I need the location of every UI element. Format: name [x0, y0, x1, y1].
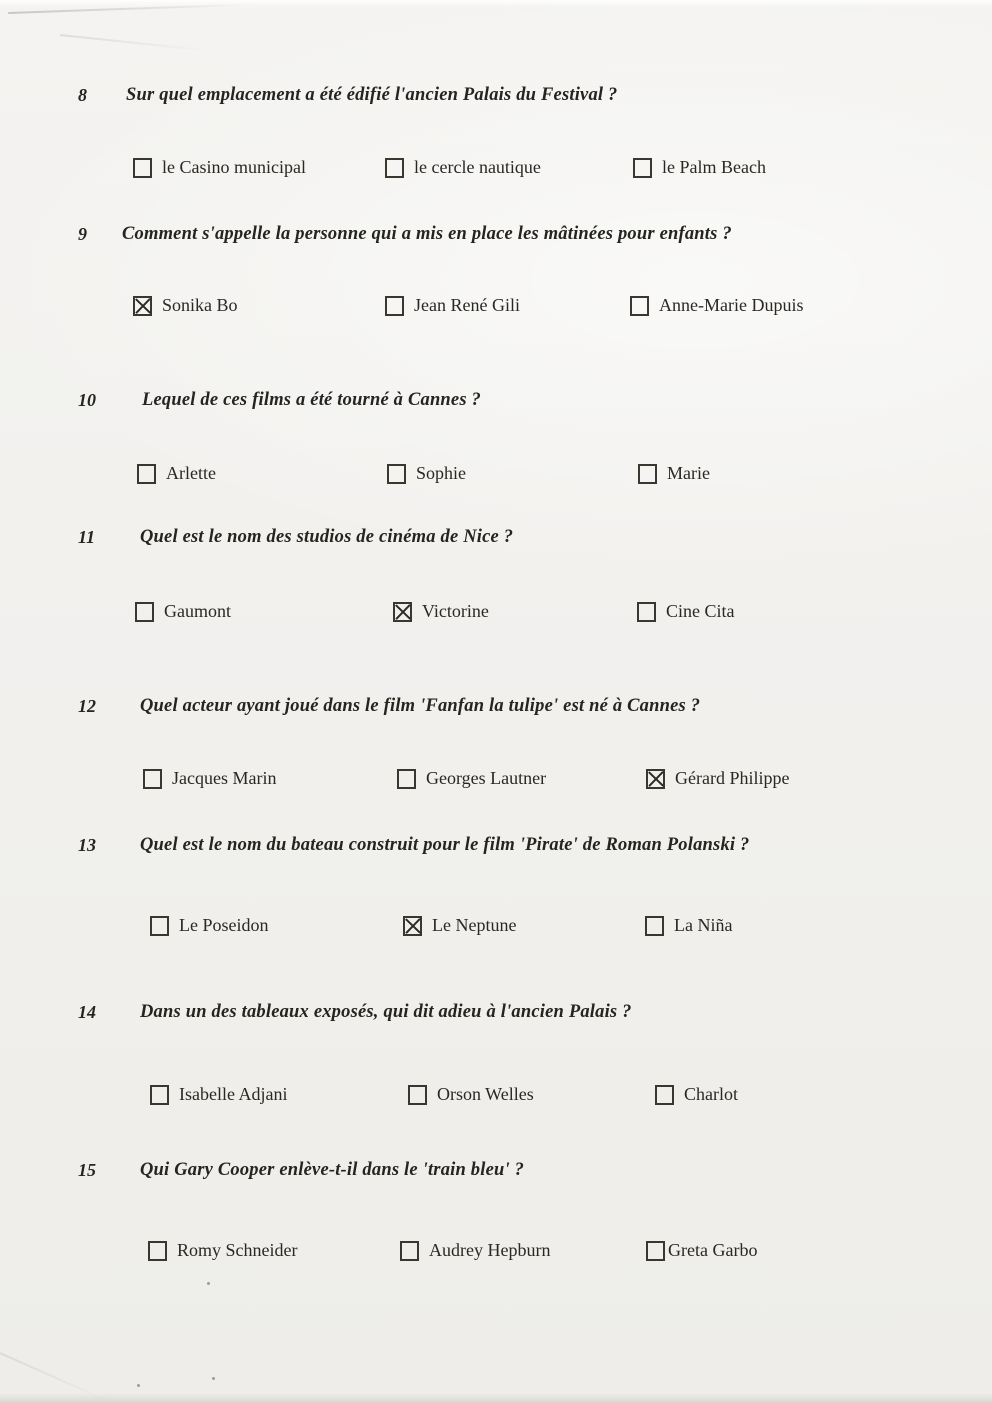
checkbox-icon[interactable] — [637, 602, 656, 622]
answer-option[interactable] — [403, 915, 516, 936]
answer-option[interactable] — [397, 768, 546, 789]
answer-option-label: Arlette — [166, 463, 216, 483]
checkbox-icon[interactable] — [400, 1241, 419, 1261]
answer-option[interactable] — [655, 1084, 738, 1105]
question-number: 12 — [78, 696, 96, 716]
answer-option-label: le cercle nautique — [414, 157, 541, 177]
checkbox-icon[interactable] — [630, 296, 649, 316]
answer-option-label: Jacques Marin — [172, 768, 277, 788]
answer-option[interactable] — [400, 1240, 550, 1261]
answer-option-label: Cine Cita — [666, 601, 735, 621]
checkbox-icon[interactable] — [150, 916, 169, 936]
paper-crease — [60, 34, 209, 52]
answer-option[interactable] — [630, 295, 803, 316]
answer-option[interactable] — [135, 601, 231, 622]
answer-option-label: Le Poseidon — [179, 915, 269, 935]
checkbox-icon[interactable] — [408, 1085, 427, 1105]
checkbox-icon[interactable] — [397, 769, 416, 789]
checkbox-icon[interactable] — [137, 464, 156, 484]
question-number: 9 — [78, 224, 87, 244]
checkbox-icon[interactable] — [143, 769, 162, 789]
question-text: Quel est le nom du bateau construit pour le film 'Pirate' de Roman Polanski ? — [140, 835, 750, 855]
answer-option-label: Georges Lautner — [426, 768, 547, 788]
question-text: Lequel de ces films a été tourné à Cannes ? — [142, 390, 482, 410]
answer-option[interactable] — [408, 1084, 534, 1105]
answer-option-label: Sophie — [416, 463, 467, 483]
question-text: Quel acteur ayant joué dans le film 'Fanfan la tulipe' est né à Cannes ? — [140, 696, 701, 716]
checkbox-icon[interactable] — [655, 1085, 674, 1105]
checkbox-checked-icon[interactable] — [133, 296, 152, 316]
checkbox-icon[interactable] — [387, 464, 406, 484]
paper-bottom-edge — [0, 1393, 992, 1403]
answer-option-label: La Niña — [674, 915, 733, 935]
answer-option[interactable] — [646, 1240, 757, 1261]
answer-option-label: Le Neptune — [432, 915, 517, 935]
checkbox-icon[interactable] — [638, 464, 657, 484]
question-text: Sur quel emplacement a été édifié l'ancien Palais du Festival ? — [126, 85, 618, 105]
answer-option-label: Charlot — [684, 1084, 738, 1104]
answer-option[interactable] — [637, 601, 735, 622]
answer-option-label: Isabelle Adjani — [179, 1084, 288, 1104]
answer-option-label: Marie — [667, 463, 710, 483]
answer-option[interactable] — [633, 157, 766, 178]
paper-speck — [212, 1377, 215, 1380]
paper-speck — [137, 1384, 140, 1387]
answer-option-label: Greta Garbo — [668, 1240, 758, 1260]
checkbox-icon[interactable] — [148, 1241, 167, 1261]
checkbox-icon[interactable] — [150, 1085, 169, 1105]
question-number: 15 — [78, 1160, 96, 1180]
answer-option-label: Anne-Marie Dupuis — [659, 295, 804, 315]
question-number: 11 — [78, 527, 96, 547]
answer-option[interactable] — [646, 768, 789, 789]
answer-option[interactable] — [393, 601, 489, 622]
question-number: 8 — [78, 85, 87, 105]
answer-option[interactable] — [385, 157, 541, 178]
answer-option-label: Romy Schneider — [177, 1240, 298, 1260]
answer-option[interactable] — [645, 915, 732, 936]
checkbox-icon[interactable] — [385, 158, 404, 178]
answer-option[interactable] — [148, 1240, 297, 1261]
answer-option[interactable] — [133, 157, 306, 178]
answer-option-label: Jean René Gili — [414, 295, 520, 315]
answer-option-label: Victorine — [422, 601, 489, 621]
answer-option-label: le Palm Beach — [662, 157, 766, 177]
answer-option-label: Orson Welles — [437, 1084, 534, 1104]
answer-option[interactable] — [638, 463, 710, 484]
checkbox-checked-icon[interactable] — [403, 916, 422, 936]
question-text: Dans un des tableaux exposés, qui dit adieu à l'ancien Palais ? — [140, 1002, 632, 1022]
checkbox-icon[interactable] — [633, 158, 652, 178]
answer-option[interactable] — [133, 295, 238, 316]
question-number: 14 — [78, 1002, 96, 1022]
answer-option-label: Gaumont — [164, 601, 231, 621]
question-number: 13 — [78, 835, 96, 855]
answer-option[interactable] — [143, 768, 276, 789]
answer-option[interactable] — [137, 463, 216, 484]
answer-option[interactable] — [150, 915, 269, 936]
checkbox-icon[interactable] — [646, 1241, 665, 1261]
checkbox-icon[interactable] — [133, 158, 152, 178]
question-text: Qui Gary Cooper enlève-t-il dans le 'train bleu' ? — [140, 1160, 525, 1180]
checkbox-icon[interactable] — [135, 602, 154, 622]
checkbox-icon[interactable] — [645, 916, 664, 936]
answer-option-label: Gérard Philippe — [675, 768, 790, 788]
question-text: Quel est le nom des studios de cinéma de Nice ? — [140, 527, 514, 547]
question-text: Comment s'appelle la personne qui a mis en place les mâtinées pour enfants ? — [122, 224, 732, 244]
answer-option-label: Sonika Bo — [162, 295, 238, 315]
checkbox-checked-icon[interactable] — [393, 602, 412, 622]
answer-option[interactable] — [387, 463, 466, 484]
answer-option-label: le Casino municipal — [162, 157, 306, 177]
checkbox-icon[interactable] — [385, 296, 404, 316]
question-number: 10 — [78, 390, 96, 410]
answer-option-label: Audrey Hepburn — [429, 1240, 551, 1260]
paper-speck — [207, 1282, 210, 1285]
checkbox-checked-icon[interactable] — [646, 769, 665, 789]
answer-option[interactable] — [150, 1084, 287, 1105]
answer-option[interactable] — [385, 295, 520, 316]
